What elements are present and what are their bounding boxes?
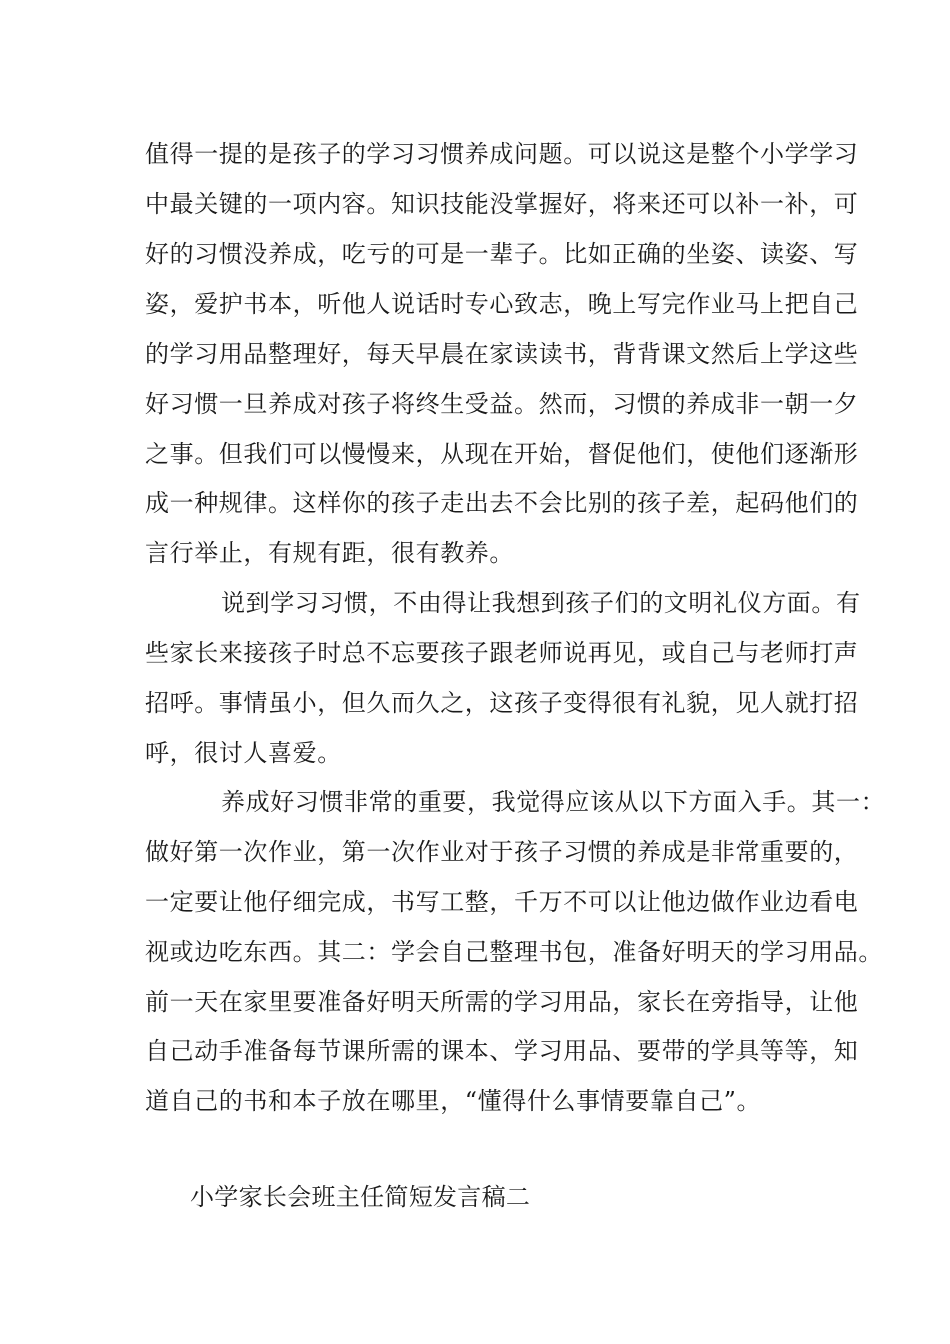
paragraph-3-line-4: 视或边吃东西。其二：学会自己整理书包，准备好明天的学习用品。 [145, 938, 883, 966]
paragraph-2-line-3: 招呼。事情虽小，但久而久之，这孩子变得很有礼貌，见人就打招 [145, 689, 859, 717]
paragraph-1-line-9: 言行举止，有规有距，很有教养。 [145, 539, 514, 567]
paragraph-1-line-2: 中最关键的一项内容。知识技能没掌握好，将来还可以补一补，可 [145, 190, 859, 218]
paragraph-2-line-1: 说到学习习惯，不由得让我想到孩子们的文明礼仪方面。有 [221, 589, 861, 617]
section-heading: 小学家长会班主任简短发言稿二 [190, 1183, 531, 1211]
paragraph-1-line-4: 姿，爱护书本，听他人说话时专心致志，晚上写完作业马上把自己 [145, 290, 859, 318]
paragraph-1-line-1: 值得一提的是孩子的学习习惯养成问题。可以说这是整个小学学习 [145, 140, 859, 168]
paragraph-1-line-3: 好的习惯没养成，吃亏的可是一辈子。比如正确的坐姿、读姿、写 [145, 240, 859, 268]
paragraph-2-line-2: 些家长来接孩子时总不忘要孩子跟老师说再见，或自己与老师打声 [145, 639, 859, 667]
paragraph-2-line-4: 呼，很讨人喜爱。 [145, 739, 342, 767]
paragraph-3-line-2: 做好第一次作业，第一次作业对于孩子习惯的养成是非常重要的， [145, 838, 859, 866]
paragraph-3-line-5: 前一天在家里要准备好明天所需的学习用品，家长在旁指导，让他 [145, 988, 859, 1016]
paragraph-3-line-6: 自己动手准备每节课所需的课本、学习用品、要带的学具等等，知 [145, 1037, 859, 1065]
paragraph-3-line-3: 一定要让他仔细完成，书写工整，千万不可以让他边做作业边看电 [145, 888, 859, 916]
paragraph-1-line-7: 之事。但我们可以慢慢来，从现在开始，督促他们，使他们逐渐形 [145, 440, 859, 468]
paragraph-1-line-5: 的学习用品整理好，每天早晨在家读读书，背背课文然后上学这些 [145, 340, 859, 368]
paragraph-1-line-8: 成一种规律。这样你的孩子走出去不会比别的孩子差，起码他们的 [145, 489, 859, 517]
paragraph-1-line-6: 好习惯一旦养成对孩子将终生受益。然而，习惯的养成非一朝一夕 [145, 390, 859, 418]
paragraph-3-line-7: 道自己的书和本子放在哪里，“懂得什么事情要靠自己”。 [145, 1087, 762, 1115]
paragraph-3-line-1: 养成好习惯非常的重要，我觉得应该从以下方面入手。其一： [221, 788, 886, 816]
